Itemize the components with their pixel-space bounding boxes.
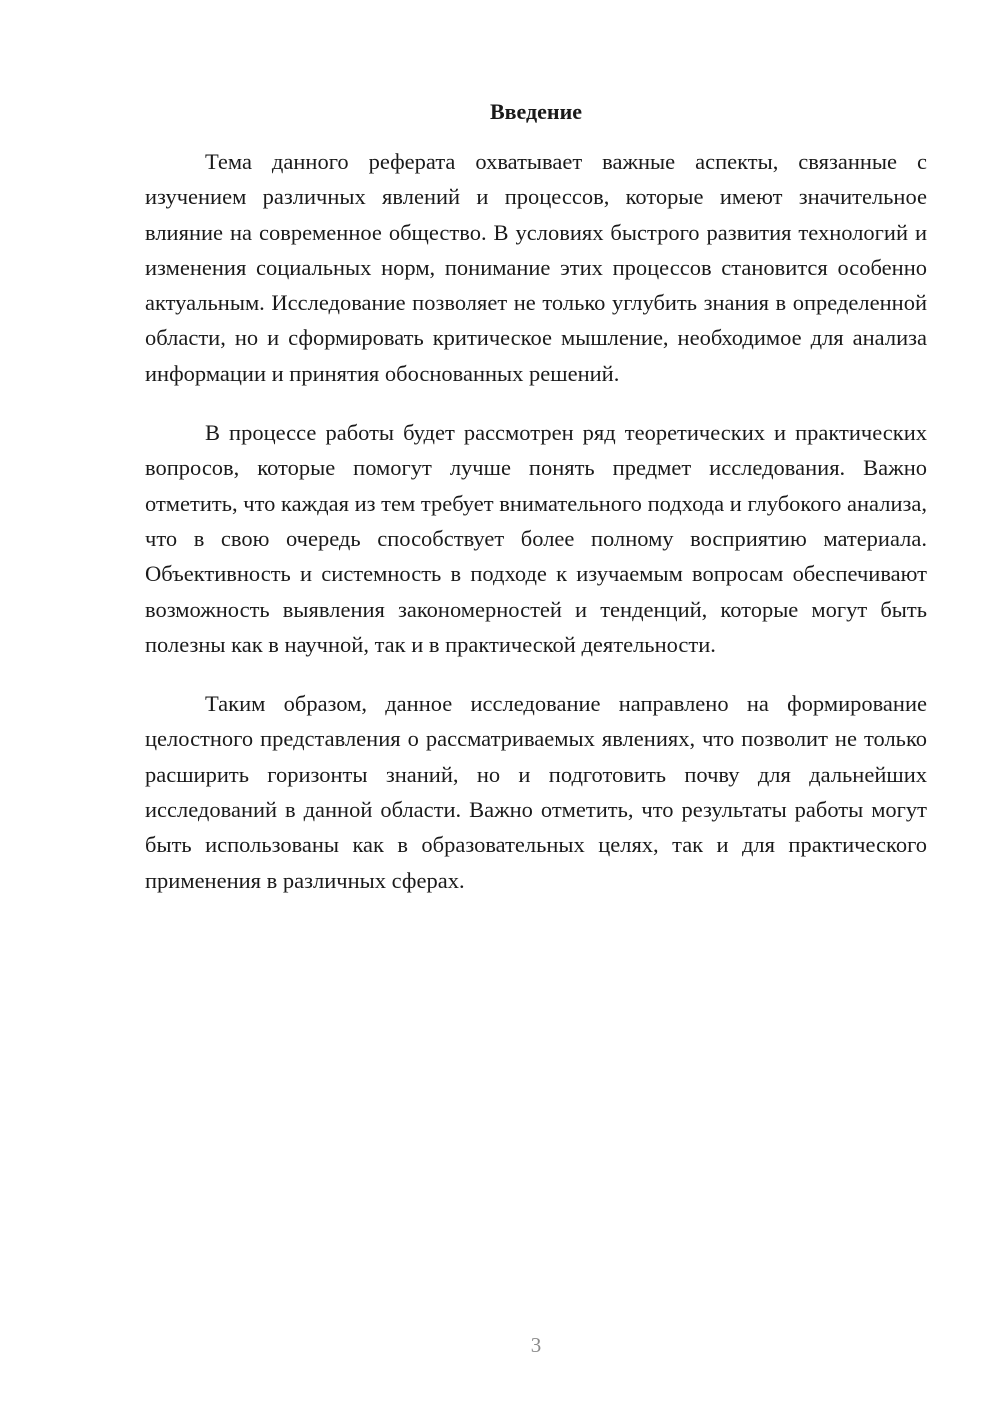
paragraph-3: Таким образом, данное исследование направлено на формирование целостного представления о рассматриваемых явлениях, что позволит не только расширить горизонты знаний, но и подготовить почву для дальнейших исследований в данной области. Важно отметить, что результаты работы могут быть использованы как в образовательных целях, так и для практического применения в различных сферах. [145,691,927,893]
document-body [145,144,927,922]
paragraph-2: В процессе работы будет рассмотрен ряд теоретических и практических вопросов, которые помогут лучше понять предмет исследования. Важно отметить, что каждая из тем требует внимательного подхода и глубокого анализа, что в свою очередь способствует более полному восприятию материала. Объективность и системность в подходе к изучаемым вопросам обеспечивают возможность выявления закономерностей и тенденций, которые могут быть полезны как в научной, так и в практической деятельности. [145,420,927,657]
page-number: 3 [530,1333,542,1357]
paragraph-1: Тема данного реферата охватывает важные аспекты, связанные с изучением различных явлений и процессов, которые имеют значительное влияние на современное общество. В условиях быстрого развития технологий и изменения социальных норм, понимание этих процессов становится особенно актуальным. Исследование позволяет не только углубить знания в определенной области, но и сформировать критическое мышление, необходимое для анализа информации и принятия обоснованных решений. [145,149,927,386]
page-title: Введение [489,99,583,124]
